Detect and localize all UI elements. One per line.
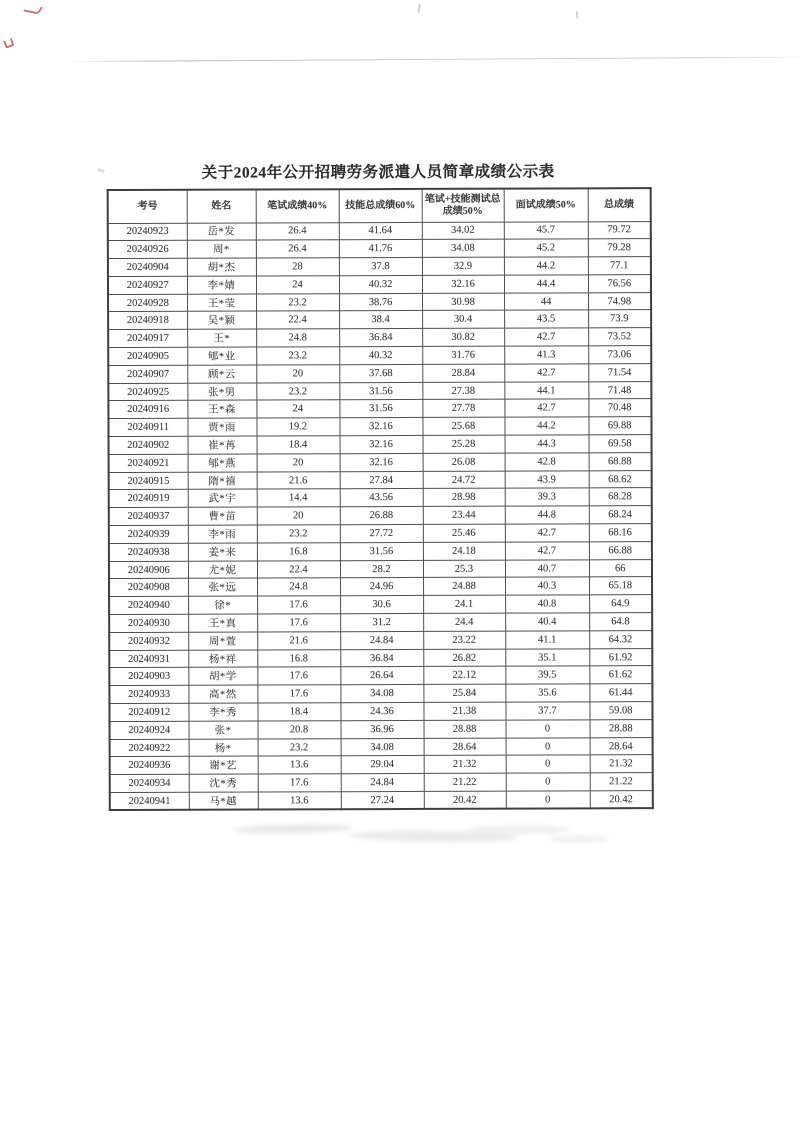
total-score-cell: 79.28 xyxy=(588,239,651,257)
name-cell: 高*然 xyxy=(188,685,257,703)
exam-number-cell: 20240908 xyxy=(109,579,188,597)
exam-number-cell: 20240924 xyxy=(110,721,189,739)
combined-score-cell: 23.22 xyxy=(423,631,505,649)
interview-score-cell: 0 xyxy=(506,791,590,809)
combined-score-cell: 25.28 xyxy=(423,435,505,453)
interview-score-cell: 44.2 xyxy=(504,257,588,275)
name-cell: 张*远 xyxy=(188,578,257,596)
exam-number-cell: 20240915 xyxy=(109,472,188,490)
exam-number-cell: 20240904 xyxy=(108,258,187,276)
exam-number-cell: 20240918 xyxy=(108,312,187,330)
interview-score-cell: 35.6 xyxy=(505,684,589,702)
scan-speck xyxy=(97,168,105,173)
written-score-cell: 13.6 xyxy=(258,756,341,774)
interview-score-cell: 41.3 xyxy=(504,346,588,364)
exam-number-cell: 20240933 xyxy=(109,685,188,703)
skill-score-cell: 31.2 xyxy=(340,613,423,631)
skill-score-cell: 26.64 xyxy=(340,667,423,685)
combined-score-cell: 21.32 xyxy=(424,756,506,774)
table-row xyxy=(110,719,653,739)
total-score-cell: 71.48 xyxy=(588,381,651,399)
table-row xyxy=(108,257,651,277)
combined-score-cell: 34.08 xyxy=(422,239,504,257)
table-row xyxy=(108,399,651,419)
column-header-total-score: 总成绩 xyxy=(588,188,651,221)
interview-score-cell: 42.7 xyxy=(504,328,588,346)
name-cell: 徐* xyxy=(188,596,257,614)
combined-score-cell: 22.12 xyxy=(423,667,505,685)
total-score-cell: 68.88 xyxy=(589,452,652,470)
interview-score-cell: 40.7 xyxy=(505,559,589,577)
interview-score-cell: 0 xyxy=(506,720,590,738)
exam-number-cell: 20240938 xyxy=(109,543,188,561)
table-row xyxy=(109,595,652,615)
total-score-cell: 69.88 xyxy=(588,417,651,435)
interview-score-cell: 42.7 xyxy=(505,524,589,542)
written-score-cell: 17.6 xyxy=(257,667,340,685)
written-score-cell: 24 xyxy=(256,400,339,418)
name-cell: 张* xyxy=(189,721,258,739)
skill-score-cell: 36.96 xyxy=(341,720,424,738)
skill-score-cell: 34.08 xyxy=(340,685,423,703)
interview-score-cell: 44.8 xyxy=(505,506,589,524)
total-score-cell: 73.06 xyxy=(588,346,651,364)
combined-score-cell: 28.64 xyxy=(424,738,506,756)
interview-score-cell: 44.3 xyxy=(505,435,589,453)
name-cell: 李*雨 xyxy=(188,525,257,543)
table-row xyxy=(109,541,652,561)
exam-number-cell: 20240907 xyxy=(108,365,187,383)
total-score-cell: 21.22 xyxy=(590,773,653,791)
written-score-cell: 20 xyxy=(257,454,340,472)
table-row xyxy=(109,559,652,579)
name-cell: 崔*苒 xyxy=(188,436,257,454)
column-header-exam-number: 考号 xyxy=(108,190,187,223)
exam-number-cell: 20240917 xyxy=(108,330,187,348)
interview-score-cell: 0 xyxy=(506,737,590,755)
name-cell: 胡*学 xyxy=(188,667,257,685)
written-score-cell: 18.4 xyxy=(257,703,340,721)
written-score-cell: 23.2 xyxy=(256,382,339,400)
interview-score-cell: 44.1 xyxy=(504,382,588,400)
skill-score-cell: 34.08 xyxy=(341,738,424,756)
combined-score-cell: 24.18 xyxy=(423,542,505,560)
written-score-cell: 24.8 xyxy=(257,578,340,596)
combined-score-cell: 24.88 xyxy=(423,578,505,596)
table-row xyxy=(108,292,651,312)
exam-number-cell: 20240912 xyxy=(109,703,188,721)
interview-score-cell: 39.5 xyxy=(505,666,589,684)
combined-score-cell: 28.84 xyxy=(422,364,504,382)
combined-score-cell: 27.78 xyxy=(422,400,504,418)
exam-number-cell: 20240932 xyxy=(109,632,188,650)
skill-score-cell: 28.2 xyxy=(340,560,423,578)
score-table xyxy=(107,187,654,811)
table-row xyxy=(109,613,652,633)
written-score-cell: 24.8 xyxy=(256,329,339,347)
table-row xyxy=(109,452,652,472)
page-title: 关于2024年公开招聘劳务派遣人员简章成绩公示表 xyxy=(201,163,555,182)
column-header-written-plus-skill-score: 笔试+技能测试总成绩50% xyxy=(422,189,504,222)
combined-score-cell: 28.88 xyxy=(424,720,506,738)
table-row xyxy=(109,648,652,668)
exam-number-cell: 20240937 xyxy=(109,507,188,525)
interview-score-cell: 39.3 xyxy=(505,488,589,506)
name-cell: 马*越 xyxy=(189,792,258,810)
combined-score-cell: 25.46 xyxy=(423,524,505,542)
name-cell: 沈*秀 xyxy=(189,774,258,792)
combined-score-cell: 30.4 xyxy=(422,311,504,329)
name-cell: 郇*燕 xyxy=(188,454,257,472)
interview-score-cell: 40.3 xyxy=(505,577,589,595)
interview-score-cell: 44.4 xyxy=(504,275,588,293)
name-cell: 岳*发 xyxy=(187,223,256,241)
exam-number-cell: 20240905 xyxy=(108,347,187,365)
exam-number-cell: 20240923 xyxy=(108,223,187,241)
exam-number-cell: 20240925 xyxy=(108,383,187,401)
table-row xyxy=(109,470,652,490)
written-score-cell: 16.8 xyxy=(257,649,340,667)
column-header-name: 姓名 xyxy=(187,190,256,223)
scan-streak-line xyxy=(66,57,801,63)
name-cell: 王*森 xyxy=(187,400,256,418)
exam-number-cell: 20240906 xyxy=(109,561,188,579)
written-score-cell: 20 xyxy=(256,365,339,383)
name-cell: 郇*业 xyxy=(187,347,256,365)
combined-score-cell: 27.38 xyxy=(422,382,504,400)
total-score-cell: 28.88 xyxy=(590,719,653,737)
combined-score-cell: 24.1 xyxy=(423,595,505,613)
skill-score-cell: 31.56 xyxy=(339,400,422,418)
combined-score-cell: 28.98 xyxy=(423,489,505,507)
total-score-cell: 71.54 xyxy=(588,364,651,382)
interview-score-cell: 40.8 xyxy=(505,595,589,613)
combined-score-cell: 25.3 xyxy=(423,560,505,578)
skill-score-cell: 38.4 xyxy=(339,311,422,329)
skill-score-cell: 24.36 xyxy=(340,702,423,720)
name-cell: 贾*雨 xyxy=(187,418,256,436)
interview-score-cell: 45.7 xyxy=(504,221,588,239)
combined-score-cell: 26.08 xyxy=(423,453,505,471)
name-cell: 武*宇 xyxy=(188,489,257,507)
total-score-cell: 65.18 xyxy=(589,577,652,595)
table-row xyxy=(108,328,651,348)
skill-score-cell: 38.76 xyxy=(339,293,422,311)
table-row xyxy=(108,239,651,259)
written-score-cell: 14.4 xyxy=(257,489,340,507)
table-row xyxy=(108,346,651,366)
written-score-cell: 20.8 xyxy=(258,721,341,739)
skill-score-cell: 32.16 xyxy=(340,435,423,453)
table-row xyxy=(110,737,653,757)
interview-score-cell: 44 xyxy=(504,293,588,311)
skill-score-cell: 32.16 xyxy=(340,453,423,471)
skill-score-cell: 27.72 xyxy=(340,524,423,542)
exam-number-cell: 20240902 xyxy=(109,436,188,454)
total-score-cell: 66.88 xyxy=(589,541,652,559)
name-cell: 李*秀 xyxy=(188,703,257,721)
exam-number-cell: 20240903 xyxy=(109,668,188,686)
total-score-cell: 66 xyxy=(589,559,652,577)
skill-score-cell: 37.8 xyxy=(339,258,422,276)
interview-score-cell: 45.2 xyxy=(504,239,588,257)
exam-number-cell: 20240911 xyxy=(108,419,187,437)
red-pen-mark-icon xyxy=(23,4,43,15)
table-row xyxy=(108,364,651,384)
exam-number-cell: 20240921 xyxy=(109,454,188,472)
exam-number-cell: 20240928 xyxy=(108,294,187,312)
red-pen-mark-icon xyxy=(3,37,15,49)
total-score-cell: 59.08 xyxy=(589,702,652,720)
total-score-cell: 61.92 xyxy=(589,648,652,666)
skill-score-cell: 40.32 xyxy=(339,275,422,293)
skill-score-cell: 32.16 xyxy=(339,418,422,436)
name-cell: 杨*祥 xyxy=(188,650,257,668)
table-row xyxy=(108,417,651,437)
combined-score-cell: 24.72 xyxy=(423,471,505,489)
written-score-cell: 18.4 xyxy=(257,436,340,454)
name-cell: 姜*来 xyxy=(188,543,257,561)
skill-score-cell: 36.84 xyxy=(340,649,423,667)
table-row xyxy=(110,755,653,775)
table-row xyxy=(108,310,651,330)
written-score-cell: 26.4 xyxy=(256,222,339,240)
total-score-cell: 61.62 xyxy=(589,666,652,684)
total-score-cell: 61.44 xyxy=(589,684,652,702)
name-cell: 杨* xyxy=(189,739,258,757)
exam-number-cell: 20240926 xyxy=(108,241,187,259)
exam-number-cell: 20240939 xyxy=(109,525,188,543)
column-header-interview-score: 面试成绩50% xyxy=(504,188,588,221)
name-cell: 王*莹 xyxy=(187,294,256,312)
written-score-cell: 21.6 xyxy=(257,632,340,650)
combined-score-cell: 34.02 xyxy=(422,222,504,240)
total-score-cell: 68.16 xyxy=(589,524,652,542)
total-score-cell: 79.72 xyxy=(588,221,651,239)
interview-score-cell: 37.7 xyxy=(505,702,589,720)
exam-number-cell: 20240941 xyxy=(110,792,189,810)
total-score-cell: 73.52 xyxy=(588,328,651,346)
name-cell: 吴*颖 xyxy=(187,311,256,329)
combined-score-cell: 21.38 xyxy=(423,702,505,720)
table-row xyxy=(108,221,651,241)
name-cell: 胡*杰 xyxy=(187,258,256,276)
combined-score-cell: 24.4 xyxy=(423,613,505,631)
table-row xyxy=(109,702,652,722)
skill-score-cell: 31.56 xyxy=(339,382,422,400)
written-score-cell: 22.4 xyxy=(256,311,339,329)
table-row xyxy=(108,275,651,295)
table-body xyxy=(108,221,653,810)
interview-score-cell: 43.5 xyxy=(504,310,588,328)
combined-score-cell: 32.16 xyxy=(422,275,504,293)
total-score-cell: 77.1 xyxy=(588,257,651,275)
exam-number-cell: 20240927 xyxy=(108,276,187,294)
written-score-cell: 17.6 xyxy=(257,614,340,632)
skill-score-cell: 29.04 xyxy=(341,756,424,774)
name-cell: 隋*禧 xyxy=(188,472,257,490)
total-score-cell: 68.62 xyxy=(589,470,652,488)
written-score-cell: 23.2 xyxy=(256,347,339,365)
table-row xyxy=(109,630,652,650)
table-row xyxy=(109,524,652,544)
table-header-row xyxy=(108,188,651,223)
interview-score-cell: 43.9 xyxy=(505,471,589,489)
total-score-cell: 64.8 xyxy=(589,613,652,631)
name-cell: 曹*苗 xyxy=(188,507,257,525)
table-row xyxy=(109,666,652,686)
written-score-cell: 13.6 xyxy=(258,792,341,810)
scan-speck xyxy=(576,11,579,18)
combined-score-cell: 32.9 xyxy=(422,257,504,275)
written-score-cell: 16.8 xyxy=(257,543,340,561)
column-header-written-score: 笔试成绩40% xyxy=(256,189,339,222)
total-score-cell: 64.32 xyxy=(589,630,652,648)
interview-score-cell: 41.1 xyxy=(505,631,589,649)
skill-score-cell: 41.64 xyxy=(339,222,422,240)
scan-smudge xyxy=(549,835,609,842)
table-row xyxy=(110,791,653,811)
skill-score-cell: 24.84 xyxy=(341,774,424,792)
table-row xyxy=(110,773,653,793)
combined-score-cell: 21.22 xyxy=(424,773,506,791)
combined-score-cell: 30.82 xyxy=(422,328,504,346)
skill-score-cell: 31.56 xyxy=(340,542,423,560)
exam-number-cell: 20240922 xyxy=(110,739,189,757)
total-score-cell: 76.56 xyxy=(588,275,651,293)
name-cell: 顾*云 xyxy=(187,365,256,383)
name-cell: 李*婧 xyxy=(187,276,256,294)
skill-score-cell: 24.84 xyxy=(340,631,423,649)
table-row xyxy=(109,506,652,526)
written-score-cell: 17.6 xyxy=(257,685,340,703)
interview-score-cell: 42.7 xyxy=(504,364,588,382)
name-cell: 王* xyxy=(187,329,256,347)
table-row xyxy=(109,435,652,455)
total-score-cell: 64.9 xyxy=(589,595,652,613)
combined-score-cell: 30.98 xyxy=(422,293,504,311)
written-score-cell: 17.6 xyxy=(257,596,340,614)
table-row xyxy=(108,381,651,401)
skill-score-cell: 37.68 xyxy=(339,364,422,382)
skill-score-cell: 26.88 xyxy=(340,507,423,525)
exam-number-cell: 20240940 xyxy=(109,596,188,614)
combined-score-cell: 31.76 xyxy=(422,346,504,364)
interview-score-cell: 42.8 xyxy=(505,453,589,471)
exam-number-cell: 20240936 xyxy=(110,757,189,775)
interview-score-cell: 42.7 xyxy=(505,542,589,560)
total-score-cell: 21.32 xyxy=(590,755,653,773)
written-score-cell: 24 xyxy=(256,276,339,294)
written-score-cell: 23.2 xyxy=(256,293,339,311)
exam-number-cell: 20240916 xyxy=(108,401,187,419)
written-score-cell: 17.6 xyxy=(258,774,341,792)
written-score-cell: 26.4 xyxy=(256,240,339,258)
skill-score-cell: 27.24 xyxy=(341,791,424,809)
combined-score-cell: 23.44 xyxy=(423,506,505,524)
scan-smudge xyxy=(233,823,353,835)
total-score-cell: 68.28 xyxy=(589,488,652,506)
skill-score-cell: 43.56 xyxy=(340,489,423,507)
exam-number-cell: 20240931 xyxy=(109,650,188,668)
scan-speck xyxy=(417,4,420,13)
name-cell: 周*萱 xyxy=(188,632,257,650)
skill-score-cell: 30.6 xyxy=(340,596,423,614)
name-cell: 张*男 xyxy=(187,383,256,401)
interview-score-cell: 0 xyxy=(506,755,590,773)
skill-score-cell: 40.32 xyxy=(339,347,422,365)
combined-score-cell: 26.82 xyxy=(423,649,505,667)
exam-number-cell: 20240919 xyxy=(109,490,188,508)
interview-score-cell: 44.2 xyxy=(504,417,588,435)
name-cell: 周* xyxy=(187,240,256,258)
exam-number-cell: 20240934 xyxy=(110,774,189,792)
column-header-skill-score: 技能总成绩60% xyxy=(339,189,422,222)
written-score-cell: 21.6 xyxy=(257,471,340,489)
interview-score-cell: 35.1 xyxy=(505,648,589,666)
total-score-cell: 28.64 xyxy=(590,737,653,755)
table-row xyxy=(109,684,652,704)
exam-number-cell: 20240930 xyxy=(109,614,188,632)
name-cell: 尤*妮 xyxy=(188,561,257,579)
skill-score-cell: 24.96 xyxy=(340,578,423,596)
written-score-cell: 22.4 xyxy=(257,560,340,578)
skill-score-cell: 36.84 xyxy=(339,329,422,347)
combined-score-cell: 20.42 xyxy=(424,791,506,809)
interview-score-cell: 40.4 xyxy=(505,613,589,631)
total-score-cell: 74.98 xyxy=(588,292,651,310)
interview-score-cell: 0 xyxy=(506,773,590,791)
written-score-cell: 23.2 xyxy=(257,525,340,543)
skill-score-cell: 27.84 xyxy=(340,471,423,489)
combined-score-cell: 25.84 xyxy=(423,684,505,702)
table-row xyxy=(109,488,652,508)
total-score-cell: 70.48 xyxy=(588,399,651,417)
interview-score-cell: 42.7 xyxy=(504,399,588,417)
written-score-cell: 23.2 xyxy=(258,738,341,756)
written-score-cell: 19.2 xyxy=(256,418,339,436)
scan-smudge xyxy=(469,825,569,833)
written-score-cell: 20 xyxy=(257,507,340,525)
total-score-cell: 73.9 xyxy=(588,310,651,328)
total-score-cell: 68.24 xyxy=(589,506,652,524)
total-score-cell: 20.42 xyxy=(590,791,653,809)
written-score-cell: 28 xyxy=(256,258,339,276)
name-cell: 谢*艺 xyxy=(189,756,258,774)
name-cell: 王*真 xyxy=(188,614,257,632)
table-row xyxy=(109,577,652,597)
combined-score-cell: 25.68 xyxy=(422,417,504,435)
skill-score-cell: 41.76 xyxy=(339,240,422,258)
total-score-cell: 69.58 xyxy=(589,435,652,453)
